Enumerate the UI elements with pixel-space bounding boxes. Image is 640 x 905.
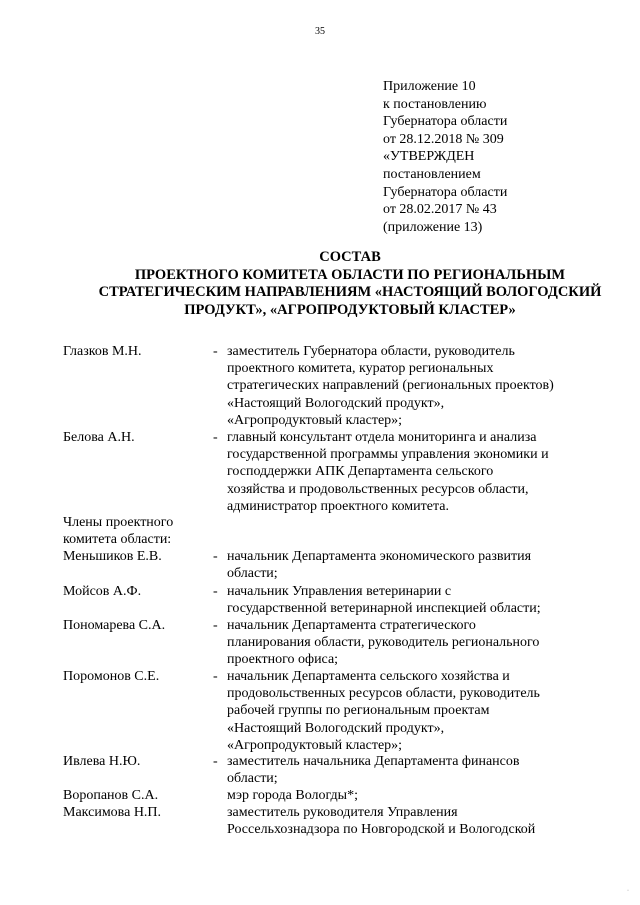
member-role-line: начальник Департамента экономического развития bbox=[227, 549, 532, 564]
member-role-line: стратегических направлений (региональных проектов) bbox=[227, 378, 554, 394]
member-role bbox=[227, 343, 554, 429]
member-role bbox=[227, 617, 539, 669]
member-role-line: продовольственных ресурсов области, руководитель bbox=[227, 686, 540, 702]
member-dash: - bbox=[213, 584, 218, 599]
member-role-line: проектного комитета, куратор региональных bbox=[227, 361, 494, 377]
member-role-line: заместитель руководителя Управления bbox=[227, 805, 458, 820]
member-name: Глазков М.Н. bbox=[63, 344, 142, 359]
document-title bbox=[60, 249, 640, 319]
member-role bbox=[227, 548, 531, 582]
member-role-line: хозяйства и продовольственных ресурсов области, bbox=[227, 481, 529, 497]
member-role-line: планирования области, руководитель регионального bbox=[227, 635, 540, 651]
appendix-line: «УТВЕРЖДЕН bbox=[383, 149, 475, 165]
member-name: Меньшиков Е.В. bbox=[63, 549, 162, 564]
member-role-line: «Агропродуктовый кластер»; bbox=[227, 412, 403, 428]
member-role-line: проектного офиса; bbox=[227, 652, 339, 668]
member-role bbox=[227, 668, 540, 754]
member-name: комитета области: bbox=[63, 532, 172, 547]
member-role-line: области; bbox=[227, 566, 278, 582]
member-name: Мойсов А.Ф. bbox=[63, 584, 142, 599]
member-role-line: государственной ветеринарной инспекцией области; bbox=[227, 601, 541, 617]
member-name: Воропанов С.А. bbox=[63, 788, 159, 803]
member-role bbox=[227, 583, 541, 617]
corner-mark: · bbox=[627, 888, 629, 894]
appendix-line: Приложение 10 bbox=[383, 79, 476, 94]
appendix-line: (приложение 13) bbox=[383, 219, 483, 235]
member-role bbox=[227, 429, 549, 515]
member-role-line: заместитель начальника Департамента финансов bbox=[227, 754, 520, 769]
member-role-line: «Агропродуктовый кластер»; bbox=[227, 737, 403, 753]
appendix-line: постановлением bbox=[383, 166, 481, 182]
member-role bbox=[227, 787, 358, 804]
appendix-line: к постановлению bbox=[383, 96, 487, 112]
appendix-line: Губернатора области bbox=[383, 114, 508, 130]
member-role-line: администратор проектного комитета. bbox=[227, 498, 449, 514]
title-line: СТРАТЕГИЧЕСКИМ НАПРАВЛЕНИЯМ «НАСТОЯЩИЙ ВОЛОГОДСКИЙ bbox=[98, 284, 602, 300]
member-name: Ивлева Н.Ю. bbox=[63, 754, 141, 769]
appendix-line: от 28.12.2018 № 309 bbox=[383, 131, 504, 147]
appendix-line: от 28.02.2017 № 43 bbox=[383, 202, 497, 218]
title-line: СОСТАВ bbox=[319, 249, 381, 265]
member-name: Члены проектного bbox=[63, 515, 174, 530]
title-line: ПРОЕКТНОГО КОМИТЕТА ОБЛАСТИ ПО РЕГИОНАЛЬНЫМ bbox=[134, 266, 566, 283]
member-role-line: главный консультант отдела мониторинга и анализа bbox=[227, 430, 537, 445]
member-role-line: рабочей группы по региональным проектам bbox=[227, 703, 490, 719]
member-role-line: господдержки АПК Департамента сельского bbox=[227, 464, 494, 480]
member-dash: - bbox=[213, 618, 218, 633]
member-dash: - bbox=[213, 344, 218, 359]
member-name: Поромонов С.Е. bbox=[63, 669, 160, 684]
appendix-line: Губернатора области bbox=[383, 184, 508, 200]
member-role-line: «Настоящий Вологодский продукт», bbox=[227, 720, 445, 736]
member-role-line: начальник Управления ветеринарии с bbox=[227, 584, 452, 599]
member-dash: - bbox=[213, 549, 218, 564]
appendix-block bbox=[383, 78, 507, 236]
member-role-line: заместитель Губернатора области, руководитель bbox=[227, 344, 515, 359]
member-dash: - bbox=[213, 430, 218, 445]
member-role-line: государственной программы управления экономики и bbox=[227, 447, 549, 463]
member-role-line: начальник Департамента стратегического bbox=[227, 618, 476, 633]
member-role bbox=[227, 804, 535, 838]
member-name: Пономарева С.А. bbox=[63, 618, 166, 633]
member-dash: - bbox=[213, 669, 218, 684]
member-role-line: Россельхознадзора по Новгородской и Вологодской bbox=[227, 822, 536, 838]
member-role bbox=[227, 753, 520, 787]
member-name: Максимова Н.П. bbox=[63, 805, 162, 820]
member-role-line: области; bbox=[227, 771, 278, 787]
member-name: Белова А.Н. bbox=[63, 430, 135, 445]
member-role-line: мэр города Вологды*; bbox=[227, 788, 358, 803]
page-number: 35 bbox=[315, 26, 325, 37]
title-line: ПРОДУКТ», «АГРОПРОДУКТОВЫЙ КЛАСТЕР» bbox=[184, 301, 516, 318]
member-role-line: начальник Департамента сельского хозяйства и bbox=[227, 669, 510, 684]
member-role-line: «Настоящий Вологодский продукт», bbox=[227, 395, 445, 411]
member-dash: - bbox=[213, 754, 218, 769]
